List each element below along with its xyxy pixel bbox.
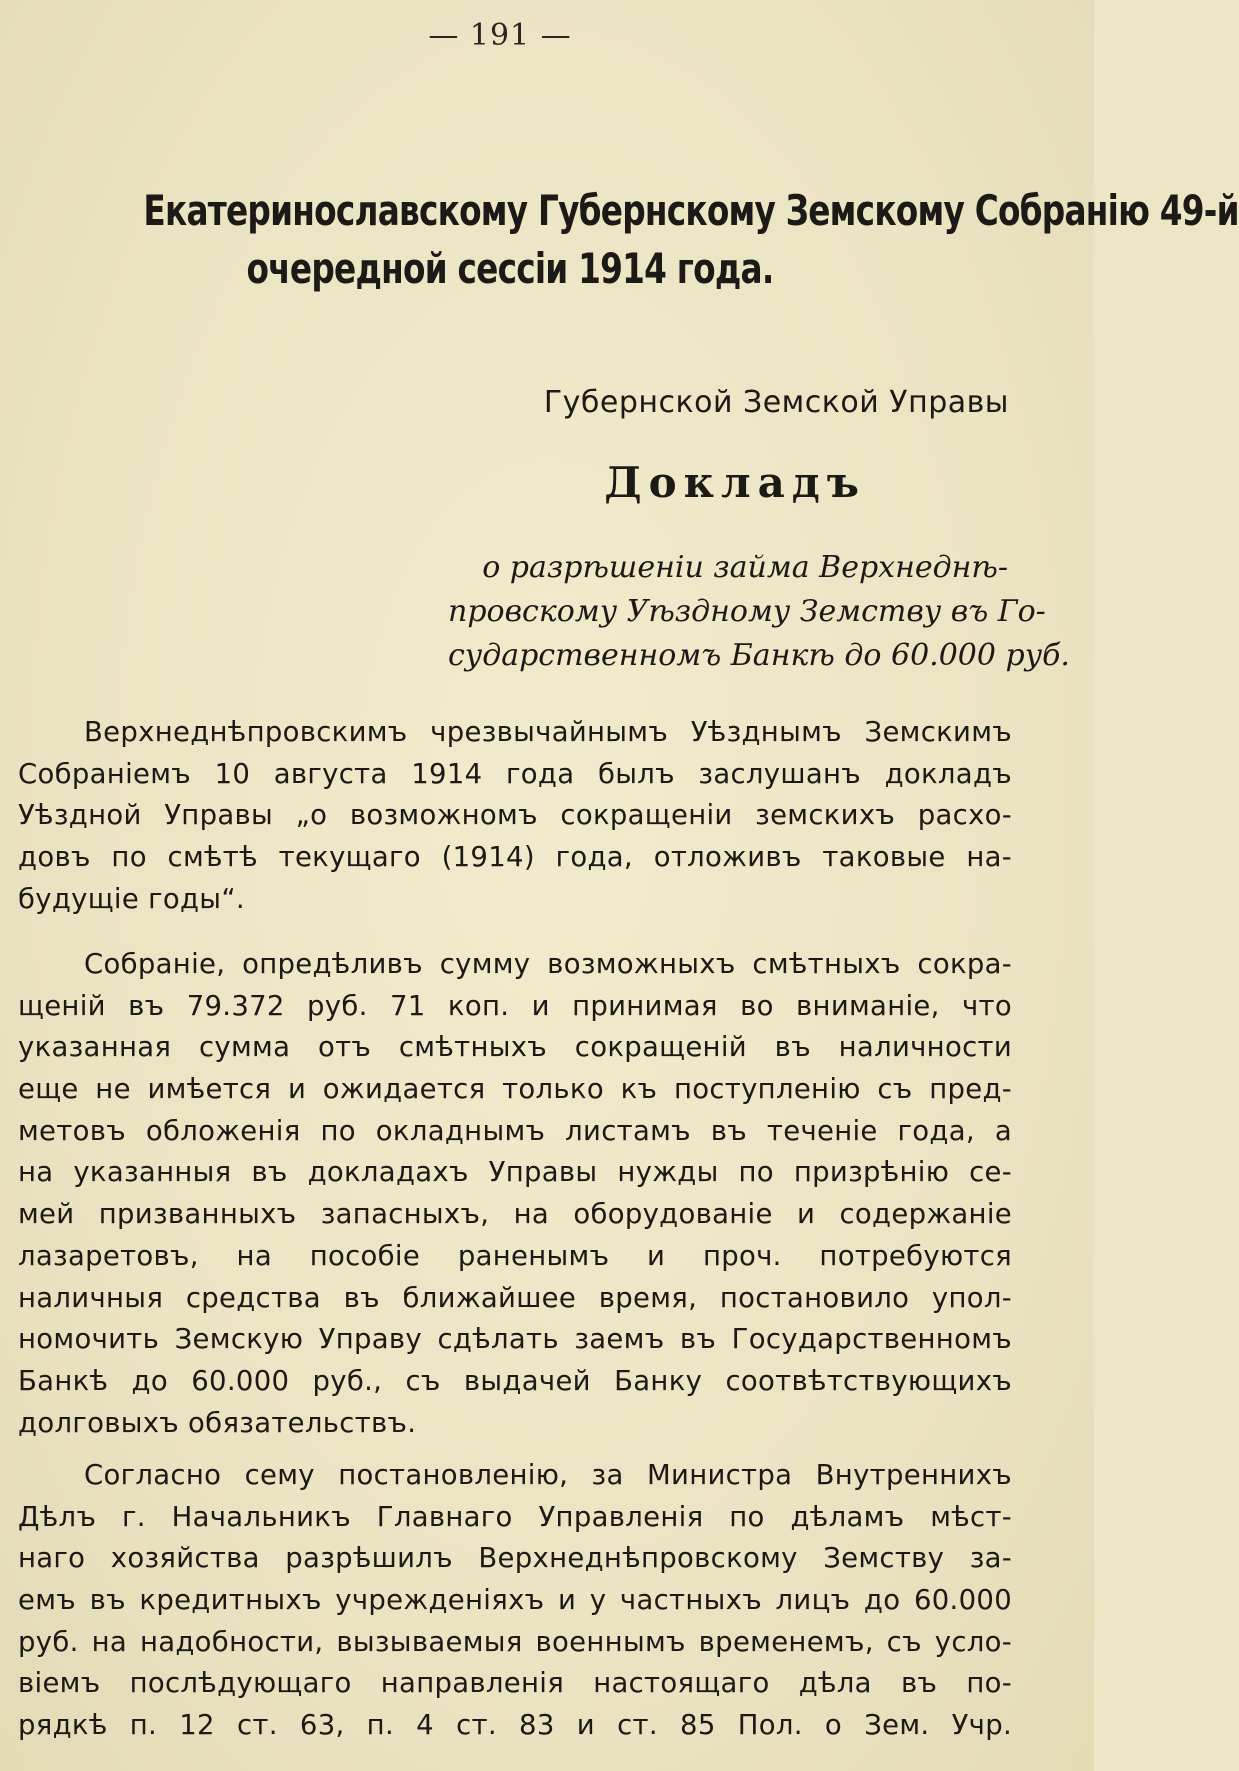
paragraph-line: рядкѣ п. 12 ст. 63, п. 4 ст. 83 и ст. 85 Пол. о Зем. Учр. <box>18 1709 1012 1742</box>
title-line-2: очередной сессіи 1914 года. <box>246 244 774 293</box>
subject-line-1: о разрѣшеніи займа Верхнеднѣ- <box>482 550 1008 585</box>
title-line-1: Екатеринославскому Губернскому Земскому Собранію 49-й <box>143 186 1239 235</box>
paragraph-line: Верхнеднѣпровскимъ чрезвычайнымъ Уѣзднымъ Земскимъ <box>84 716 1012 748</box>
paragraph-line: щеній въ 79.372 руб. 71 коп. и принимая во вниманіе, что <box>18 989 1012 1022</box>
paragraph-1 <box>18 712 1012 920</box>
report-subject <box>448 546 1070 678</box>
paragraph-line: Собраніемъ 10 августа 1914 года былъ заслушанъ докладъ <box>18 757 1012 790</box>
paragraph-line: руб. на надобности, вызываемыя военнымъ временемъ, съ усло- <box>18 1625 1012 1658</box>
paragraph-line: Дѣлъ г. Начальникъ Главнаго Управленія по дѣламъ мѣст- <box>18 1500 1012 1533</box>
paragraph-line: еще не имѣется и ожидается только къ поступленію съ пред- <box>18 1073 1012 1106</box>
paragraph-line: Уѣздной Управы „о возможномъ сокращеніи земскихъ расхо- <box>18 799 1012 832</box>
paragraph-line: віемъ послѣдующаго направленія настоящаго дѣла въ по- <box>18 1667 1012 1700</box>
subject-line-3: сударственномъ Банкѣ до 60.000 руб. <box>448 638 1070 673</box>
report-heading: Докладъ <box>604 458 866 507</box>
paragraph-line: Банкѣ до 60.000 руб., съ выдачей Банку соотвѣтствующихъ <box>18 1364 1012 1397</box>
paragraph-line: метовъ обложенія по окладнымъ листамъ въ теченіе года, а <box>18 1114 1012 1147</box>
paragraph-2 <box>18 944 1012 1444</box>
paragraph-line: наличныя средства въ ближайшее время, постановило упол- <box>18 1281 1012 1314</box>
paragraph-line: емъ въ кредитныхъ учрежденіяхъ и у частныхъ лицъ до 60.000 <box>18 1584 1012 1617</box>
paragraph-3 <box>18 1455 1012 1747</box>
paragraph-line: номочить Земскую Управу сдѣлать заемъ въ Государственномъ <box>18 1323 1012 1356</box>
paragraph-line: наго хозяйства разрѣшилъ Верхнеднѣпровскому Земству за- <box>18 1542 1012 1575</box>
paragraph-line: Согласно сему постановленію, за Министра Внутреннихъ <box>84 1459 1012 1491</box>
subject-line-2: провскому Уѣздному Земству въ Го- <box>448 594 1046 629</box>
paragraph-line: на указанныя въ докладахъ Управы нужды по призрѣнію се- <box>18 1156 1012 1189</box>
paragraph-line: указанная сумма отъ смѣтныхъ сокращеній въ наличности <box>18 1031 1012 1064</box>
paragraph-line: долговыхъ обязательствъ. <box>18 1406 417 1439</box>
paragraph-line: Собраніе, опредѣливъ сумму возможныхъ смѣтныхъ сокра- <box>84 948 1012 980</box>
paragraph-line: мей призванныхъ запасныхъ, на оборудованіе и содержаніе <box>18 1198 1012 1231</box>
paragraph-line: лазаретовъ, на пособіе раненымъ и проч. потребуются <box>18 1239 1012 1272</box>
paragraph-line: будущіе годы“. <box>18 882 245 915</box>
issuing-authority: Губернской Земской Управы <box>543 385 1009 420</box>
paragraph-line: довъ по смѣтѣ текущаго (1914) года, отложивъ таковые на- <box>18 841 1012 874</box>
document-title <box>143 182 1239 298</box>
page-number: — 191 — <box>428 18 572 53</box>
